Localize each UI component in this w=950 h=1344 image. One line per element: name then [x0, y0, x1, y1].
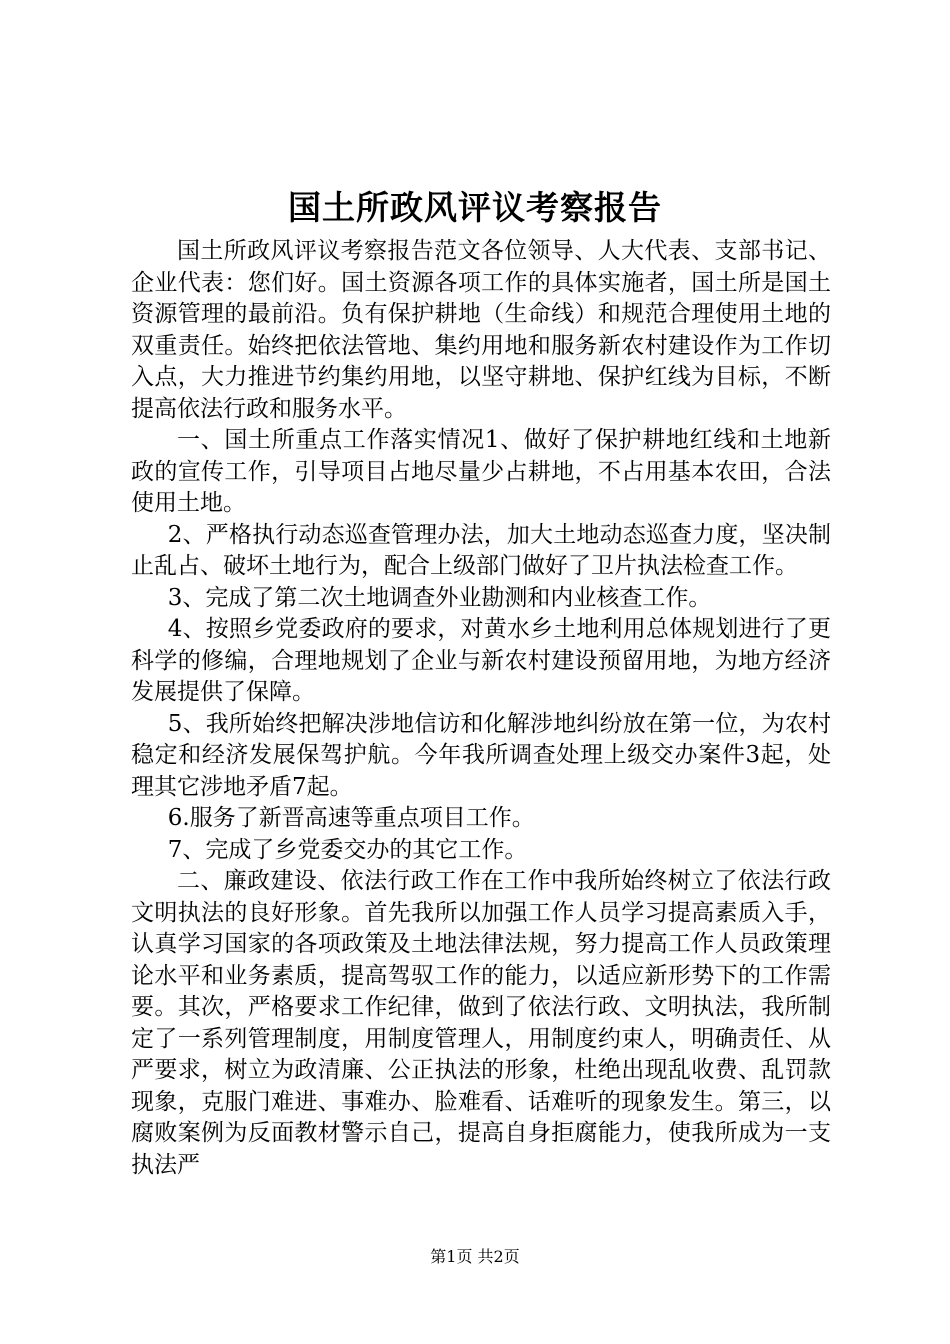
paragraph-item-2: 2、严格执行动态巡查管理办法，加大土地动态巡查力度，坚决制止乱占、破坏土地行为，配合上级部门做好了卫片执法检查工作。 [131, 521, 831, 579]
paragraph-item-7: 7、完成了乡党委交办的其它工作。 [167, 836, 528, 863]
document-title: 国土所政风评议考察报告 [288, 188, 662, 227]
paragraph-section-two: 二、廉政建设、依法行政工作在工作中我所始终树立了依法行政文明执法的良好形象。首先我所以加强工作人员学习提高素质入手，认真学习国家的各项政策及土地法律法规，努力提高工作人员政策理论水平和业务素质，提高驾驭工作的能力，以适应新形势下的工作需要。其次，严格要求工作纪律，做到了依法行政、文明执法，我所制定了一系列管理制度，用制度管理人，用制度约束人，明确责任、从严要求，树立为政清廉、公正执法的形象，杜绝出现乱收费、乱罚款现象，克服门难进、事难办、脸难看、话难听的现象发生。第三，以腐败案例为反面教材警示自己，提高自身拒腐能力，使我所成为一支执法严 [131, 868, 831, 1178]
paragraph-item-6: 6.服务了新晋高速等重点项目工作。 [167, 805, 535, 831]
paragraph-section-one: 一、国土所重点工作落实情况1、做好了保护耕地红线和土地新政的宣传工作，引导项目占地尽量少占耕地，不占用基本农田，合法使用土地。 [131, 427, 831, 516]
paragraph-item-3: 3、完成了第二次土地调查外业勘测和内业核查工作。 [167, 584, 712, 611]
paragraph-item-5: 5、我所始终把解决涉地信访和化解涉地纠纷放在第一位，为农村稳定和经济发展保驾护航。今年我所调查处理上级交办案件3起，处理其它涉地矛盾7起。 [131, 710, 831, 800]
paragraph-intro: 国土所政风评议考察报告范文各位领导、人大代表、支部书记、企业代表：您们好。国土资源各项工作的具体实施者，国土所是国土资源管理的最前沿。负有保护耕地（生命线）和规范合理使用土地的双重责任。始终把依法管地、集约用地和服务新农村建设作为工作切入点，大力推进节约集约用地，以坚守耕地、保护红线为目标，不断提高依法行政和服务水平。 [131, 238, 831, 422]
document-body [131, 236, 831, 1181]
paragraph-item-4: 4、按照乡党委政府的要求，对黄水乡土地利用总体规划进行了更科学的修编，合理地规划了企业与新农村建设预留用地，为地方经济发展提供了保障。 [131, 616, 831, 705]
page-number-footer: 第1页 共2页 [430, 1247, 520, 1266]
